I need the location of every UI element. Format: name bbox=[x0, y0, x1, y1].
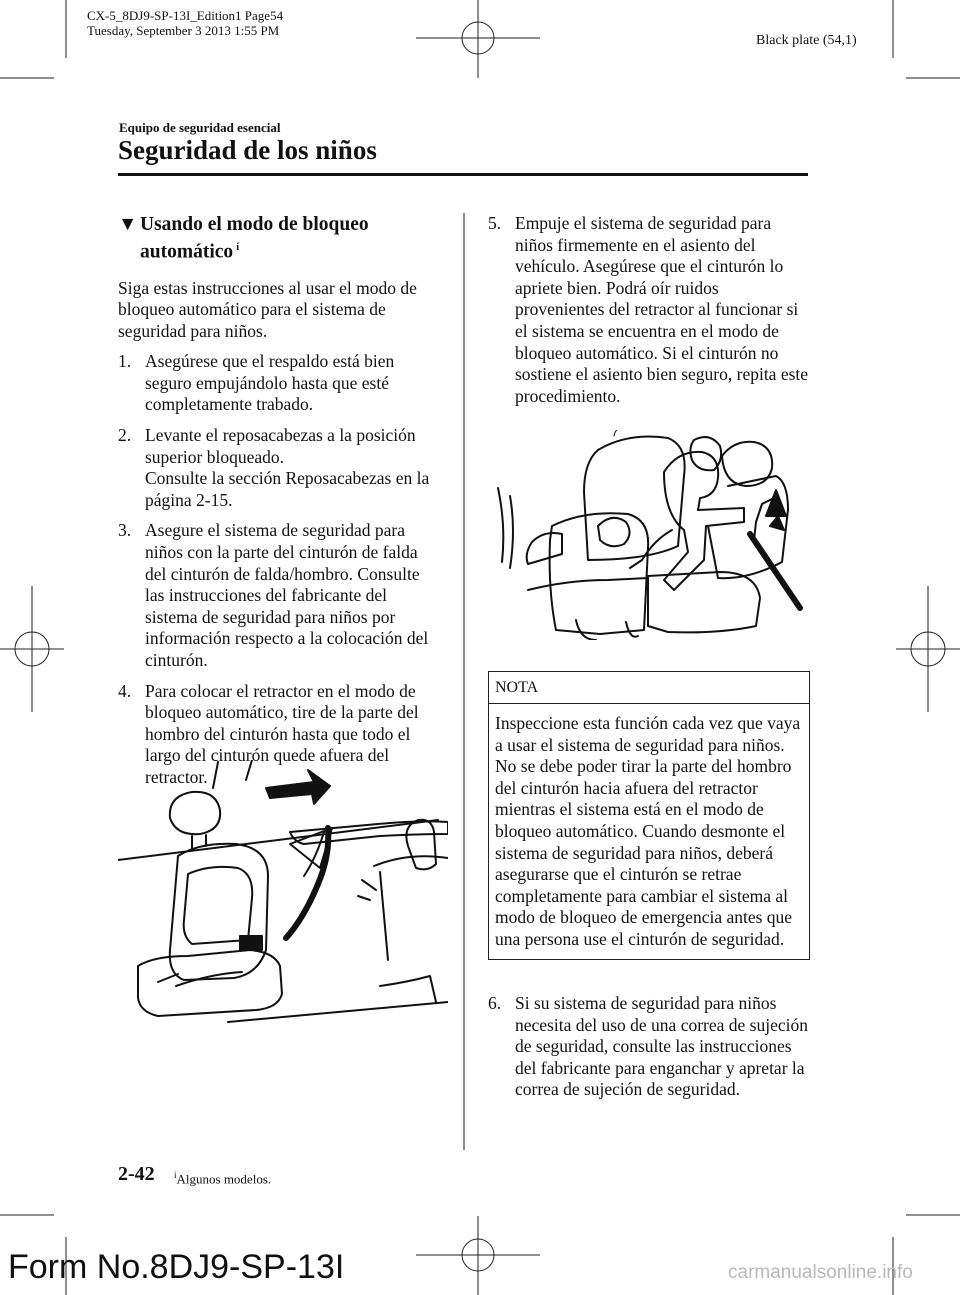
file-info-line1: CX-5_8DJ9-SP-13I_Edition1 Page54 bbox=[87, 8, 284, 23]
step-number: 4. bbox=[118, 680, 132, 701]
file-info-line2: Tuesday, September 3 2013 1:55 PM bbox=[87, 23, 280, 38]
step-text-reference: Consulte la sección Reposacabezas en la página 2-15. bbox=[145, 468, 430, 510]
note-box bbox=[488, 671, 810, 960]
intro-paragraph: Siga estas instrucciones al usar el modo de bloqueo automático para el sistema de seguridad para niños. bbox=[118, 277, 417, 341]
illustration-pull-belt bbox=[118, 760, 448, 1030]
steps-list bbox=[118, 351, 440, 788]
footnote-text: Algunos modelos. bbox=[176, 1171, 272, 1187]
steps-list-continued bbox=[488, 213, 810, 407]
step-text: Si su sistema de seguridad para niños necesita del uso de una correa de sujeción de seguridad, consulte las instrucciones del fabricante para enganchar y apretar la correa de sujeción de seguridad. bbox=[515, 993, 808, 1100]
steps-list-end bbox=[488, 993, 810, 1101]
list-item bbox=[118, 425, 440, 511]
page-number: 2-42 bbox=[118, 1163, 155, 1185]
right-column bbox=[488, 213, 810, 416]
right-column-bottom bbox=[488, 993, 810, 1110]
title-rule bbox=[118, 173, 808, 176]
page-title: Seguridad de los niños bbox=[118, 135, 377, 165]
section-category: Equipo de seguridad esencial bbox=[119, 120, 281, 135]
list-item bbox=[118, 520, 440, 671]
illustration-push-seat bbox=[488, 430, 808, 640]
step-number: 2. bbox=[118, 425, 132, 446]
step-number: 6. bbox=[488, 993, 502, 1013]
step-text: Asegúrese que el respaldo está bien seguro empujándolo hasta que esté completamente trabado. bbox=[145, 351, 395, 415]
subheading bbox=[118, 213, 440, 264]
watermark: carmanualsonline.info bbox=[728, 1262, 913, 1283]
step-text: Asegure el sistema de seguridad para niños con la parte del cinturón de falda del cinturón de falda/hombro. Consulte las instrucciones del fabricante del sistema de seguridad para niños por información respecto a la colocación del cinturón. bbox=[145, 520, 429, 670]
step-text: Para colocar el retractor en el modo de bloqueo automático, tire de la parte del hombro del cinturón hasta que todo el largo del cinturón quede afuera del retractor. bbox=[145, 680, 419, 787]
step-text: Levante el reposacabezas a la posición superior bloqueado. bbox=[145, 425, 416, 467]
list-item bbox=[118, 351, 440, 416]
plate-label: Black plate (54,1) bbox=[756, 33, 857, 48]
footnote bbox=[174, 1170, 271, 1187]
step-number: 5. bbox=[488, 213, 502, 233]
down-triangle-icon: ▼ bbox=[118, 214, 138, 235]
note-title: NOTA bbox=[489, 672, 809, 704]
note-body: Inspeccione esta función cada vez que vaya a usar el sistema de seguridad para niños. No se debe poder tirar la parte del hombro del cinturón hacia afuera del retractor mientras el sistema está en el modo de bloqueo automático. Cuando desmonte el sistema de seguridad para niños, deberá asegurarse que el cinturón se retrae completamente para cambiar el sistema al modo de bloqueo de emergencia antes que una persona use el cinturón de seguridad. bbox=[495, 713, 801, 949]
file-info bbox=[87, 8, 283, 38]
list-item bbox=[488, 213, 810, 407]
optional-star-icon: í bbox=[236, 241, 240, 253]
subheading-line1: Usando el modo de bloqueo bbox=[140, 214, 369, 235]
step-number: 3. bbox=[118, 520, 132, 541]
subheading-line2: automático bbox=[140, 241, 234, 263]
step-number: 1. bbox=[118, 351, 132, 372]
optional-star-icon: í bbox=[174, 1170, 177, 1180]
step-text: Empuje el sistema de seguridad para niños firmemente en el asiento del vehículo. Asegúrese que el cinturón lo apriete bien. Podrá oír ruidos provenientes del retractor al funcionar si el sistema se encuentra en el modo de bloqueo automático. Si el cinturón no sostiene el asiento bien seguro, repita este procedimiento. bbox=[515, 213, 809, 406]
left-column bbox=[118, 213, 440, 798]
list-item bbox=[488, 993, 810, 1101]
form-number: Form No.8DJ9-SP-13I bbox=[8, 1248, 345, 1286]
